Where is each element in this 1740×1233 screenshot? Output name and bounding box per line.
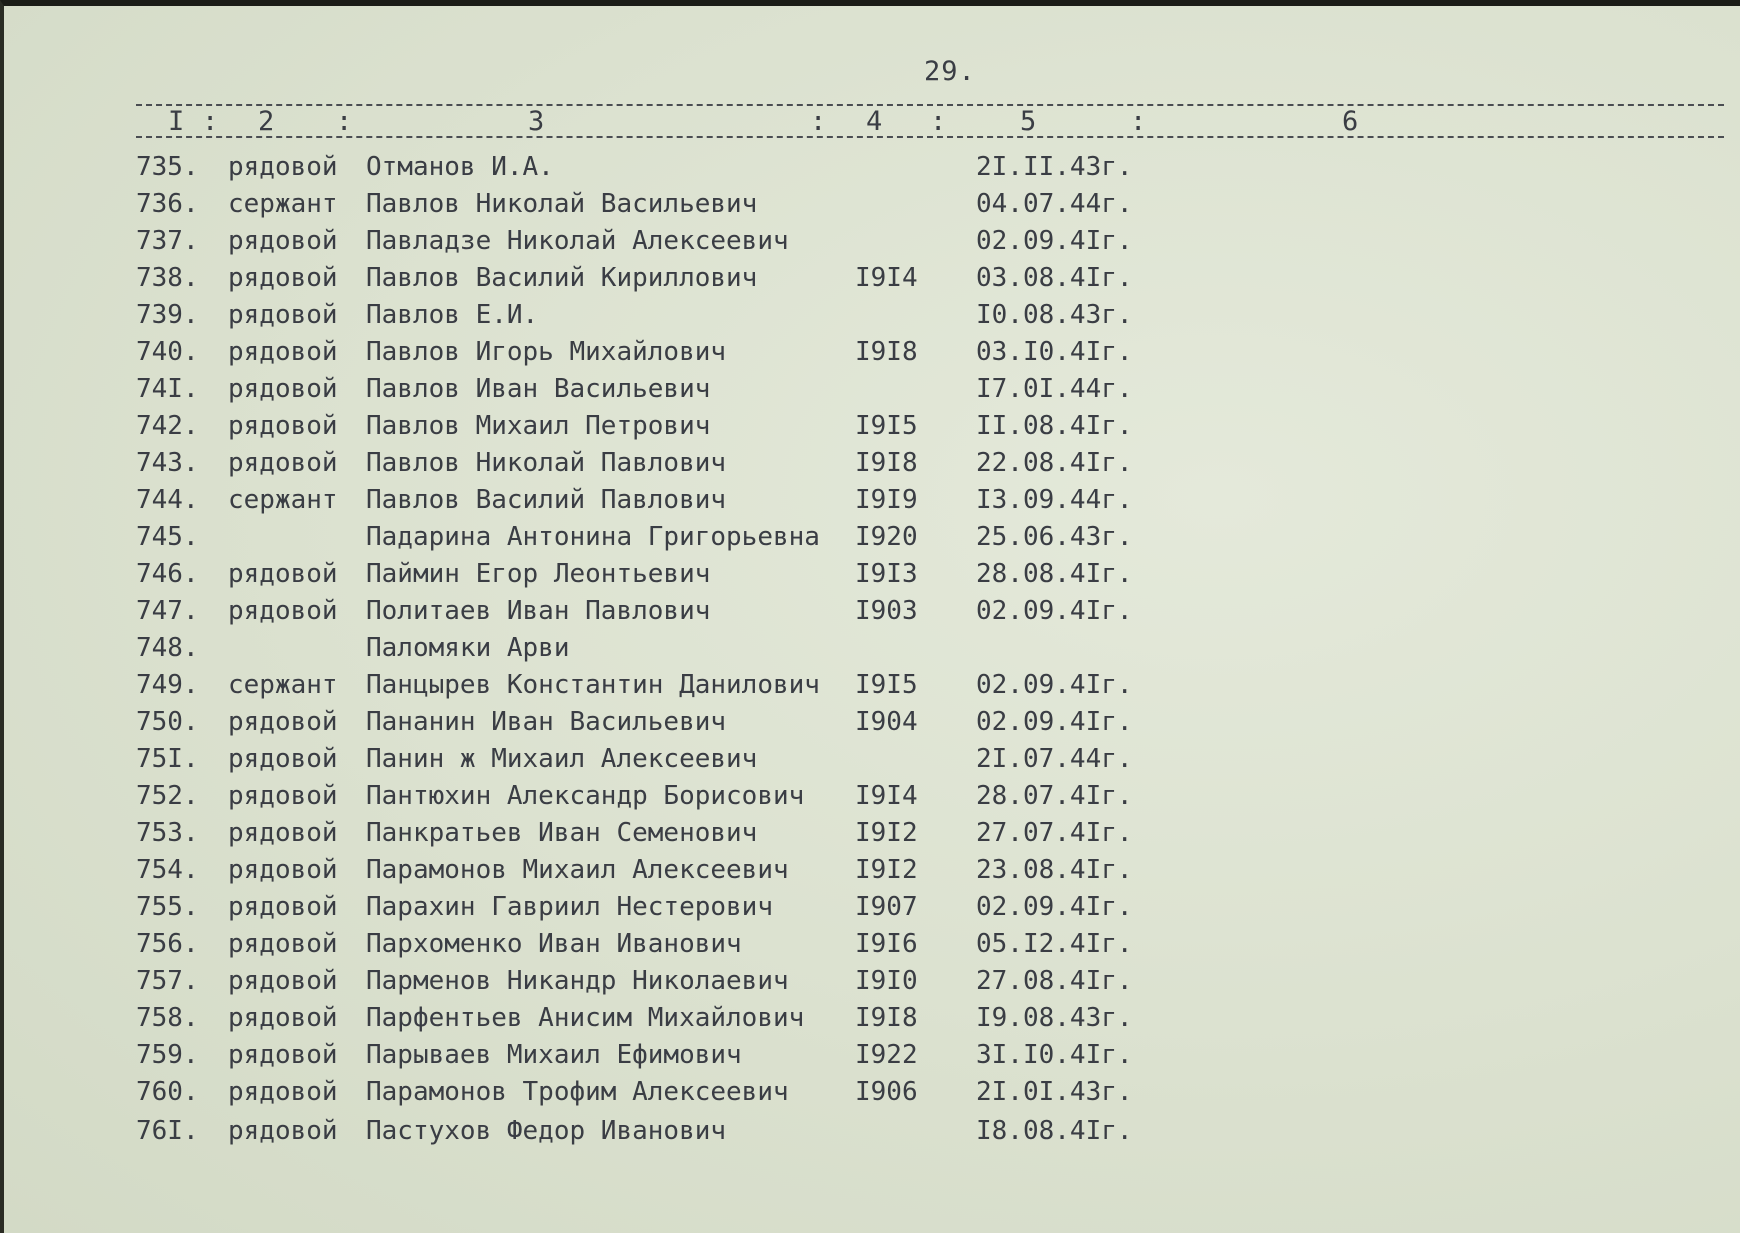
record-number: 742. [136,411,199,441]
record-number: 754. [136,855,199,885]
record-name: Паломяки Арви [366,633,570,663]
record-date: I7.0I.44г. [976,374,1133,404]
record-date: 27.08.4Iг. [976,966,1133,996]
record-birth-year: I9I9 [855,485,918,515]
record-number: 749. [136,670,199,700]
record-date: 02.09.4Iг. [976,892,1133,922]
record-date: 02.09.4Iг. [976,226,1133,256]
header-separator: : [930,106,947,137]
record-birth-year: I9I0 [855,966,918,996]
record-date: 03.08.4Iг. [976,263,1133,293]
record-date: 02.09.4Iг. [976,707,1133,737]
record-date: 05.I2.4Iг. [976,929,1133,959]
record-name: Павлов Игорь Михайлович [366,337,727,367]
record-date: I0.08.43г. [976,300,1133,330]
record-name: Пархоменко Иван Иванович [366,929,742,959]
record-rank: рядовой [228,1040,338,1070]
record-name: Парамонов Михаил Алексеевич [366,855,789,885]
record-name: Отманов И.А. [366,152,554,182]
record-date: 02.09.4Iг. [976,670,1133,700]
column-header-3: 3 [528,106,545,137]
record-number: 76I. [136,1116,199,1146]
record-name: Панин ж Михаил Алексеевич [366,744,758,774]
record-birth-year: I9I2 [855,818,918,848]
header-separator: : [1130,106,1147,137]
record-rank: рядовой [228,744,338,774]
record-rank: рядовой [228,892,338,922]
record-birth-year: I9I8 [855,1003,918,1033]
column-header-6: 6 [1342,106,1359,137]
record-number: 739. [136,300,199,330]
record-name: Павлов Василий Павлович [366,485,727,515]
record-number: 735. [136,152,199,182]
record-date: 2I.II.43г. [976,152,1133,182]
record-birth-year: I9I5 [855,411,918,441]
record-rank: рядовой [228,855,338,885]
column-header-5: 5 [1020,106,1037,137]
record-rank: сержант [228,189,338,219]
record-number: 74I. [136,374,199,404]
record-name: Пананин Иван Васильевич [366,707,727,737]
record-date: 28.07.4Iг. [976,781,1133,811]
record-birth-year: I907 [855,892,918,922]
record-date: 22.08.4Iг. [976,448,1133,478]
record-birth-year: I922 [855,1040,918,1070]
record-number: 750. [136,707,199,737]
column-header-4: 4 [866,106,883,137]
record-date: 03.I0.4Iг. [976,337,1133,367]
record-date: 2I.07.44г. [976,744,1133,774]
record-rank: рядовой [228,152,338,182]
record-number: 743. [136,448,199,478]
record-date: I9.08.43г. [976,1003,1133,1033]
record-rank: рядовой [228,781,338,811]
record-rank: рядовой [228,374,338,404]
record-name: Павлов Михаил Петрович [366,411,711,441]
record-name: Павлов Николай Васильевич [366,189,758,219]
record-birth-year: I904 [855,707,918,737]
record-name: Павлов Николай Павлович [366,448,727,478]
record-birth-year: I9I4 [855,263,918,293]
record-number: 758. [136,1003,199,1033]
header-bottom-rule [136,136,1724,138]
record-birth-year: I903 [855,596,918,626]
record-rank: рядовой [228,448,338,478]
record-number: 745. [136,522,199,552]
record-number: 756. [136,929,199,959]
header-separator: : [336,106,353,137]
record-number: 737. [136,226,199,256]
record-number: 740. [136,337,199,367]
record-rank: рядовой [228,559,338,589]
record-name: Парываев Михаил Ефимович [366,1040,742,1070]
record-date: 28.08.4Iг. [976,559,1133,589]
record-number: 757. [136,966,199,996]
record-birth-year: I9I3 [855,559,918,589]
record-rank: сержант [228,670,338,700]
record-number: 736. [136,189,199,219]
record-birth-year: I9I4 [855,781,918,811]
record-name: Падарина Антонина Григорьевна [366,522,820,552]
record-name: Павладзе Николай Алексеевич [366,226,789,256]
record-birth-year: I9I8 [855,337,918,367]
record-rank: рядовой [228,226,338,256]
record-date: 04.07.44г. [976,189,1133,219]
record-number: 759. [136,1040,199,1070]
record-date: 2I.0I.43г. [976,1077,1133,1107]
record-name: Панкратьев Иван Семенович [366,818,758,848]
record-rank: рядовой [228,707,338,737]
record-date: 25.06.43г. [976,522,1133,552]
record-rank: рядовой [228,411,338,441]
page-number: 29. [924,56,976,87]
record-name: Павлов Е.И. [366,300,539,330]
record-number: 760. [136,1077,199,1107]
record-name: Паймин Егор Леонтьевич [366,559,711,589]
record-name: Панцырев Константин Данилович [366,670,820,700]
header-separator: : [810,106,827,137]
record-birth-year: I906 [855,1077,918,1107]
record-birth-year: I920 [855,522,918,552]
record-name: Парамонов Трофим Алексеевич [366,1077,789,1107]
record-name: Парменов Никандр Николаевич [366,966,789,996]
record-date: 02.09.4Iг. [976,596,1133,626]
record-rank: рядовой [228,966,338,996]
record-number: 744. [136,485,199,515]
record-number: 748. [136,633,199,663]
record-birth-year: I9I2 [855,855,918,885]
record-name: Парфентьев Анисим Михайлович [366,1003,805,1033]
record-name: Политаев Иван Павлович [366,596,711,626]
record-rank: рядовой [228,263,338,293]
record-number: 753. [136,818,199,848]
column-header-2: 2 [258,106,275,137]
record-number: 746. [136,559,199,589]
record-date: I3.09.44г. [976,485,1133,515]
record-date: 23.08.4Iг. [976,855,1133,885]
record-rank: рядовой [228,300,338,330]
record-rank: рядовой [228,1116,338,1146]
record-date: I8.08.4Iг. [976,1116,1133,1146]
record-name: Павлов Иван Васильевич [366,374,711,404]
header-separator: : [202,106,219,137]
record-number: 752. [136,781,199,811]
record-number: 747. [136,596,199,626]
record-name: Пастухов Федор Иванович [366,1116,727,1146]
record-rank: рядовой [228,337,338,367]
record-date: II.08.4Iг. [976,411,1133,441]
record-rank: сержант [228,485,338,515]
record-birth-year: I9I8 [855,448,918,478]
record-rank: рядовой [228,1077,338,1107]
record-name: Парахин Гавриил Нестерович [366,892,773,922]
record-date: 27.07.4Iг. [976,818,1133,848]
record-date: 3I.I0.4Iг. [976,1040,1133,1070]
record-birth-year: I9I5 [855,670,918,700]
column-header-1: I [168,106,185,137]
record-rank: рядовой [228,1003,338,1033]
record-rank: рядовой [228,596,338,626]
record-birth-year: I9I6 [855,929,918,959]
record-number: 755. [136,892,199,922]
record-name: Пантюхин Александр Борисович [366,781,805,811]
record-rank: рядовой [228,818,338,848]
record-number: 75I. [136,744,199,774]
record-name: Павлов Василий Кириллович [366,263,758,293]
record-rank: рядовой [228,929,338,959]
record-number: 738. [136,263,199,293]
